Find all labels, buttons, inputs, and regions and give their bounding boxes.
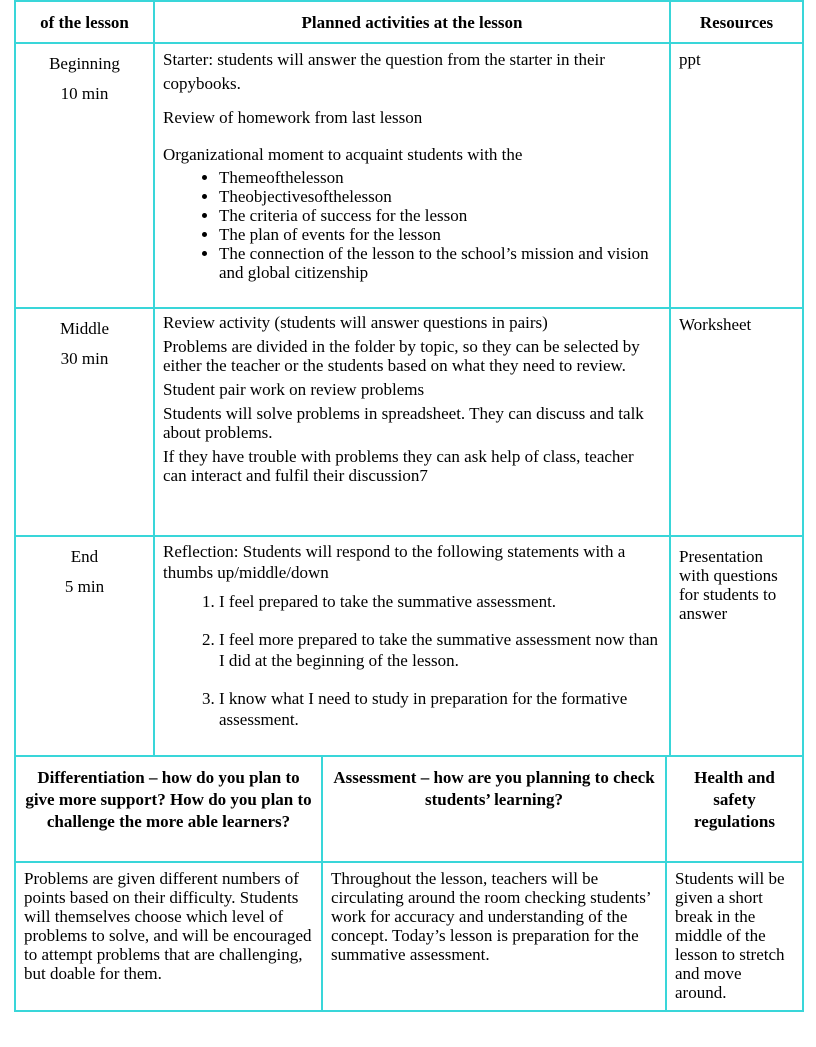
activity-text: Organizational moment to acquaint students with the xyxy=(163,145,523,164)
activity-text: Review activity (students will answer questions in pairs) xyxy=(163,313,548,332)
lesson-plan-document xyxy=(14,0,802,1012)
stage-time: 5 min xyxy=(64,577,105,596)
table-row-end xyxy=(15,536,803,756)
activity-text: Starter: students will answer the question from the starter in their copybooks. xyxy=(163,50,605,93)
list-item: 3. I know what I need to study in preparation for the formative assessment. xyxy=(219,688,661,730)
lesson-activities-table xyxy=(14,0,804,757)
activity-text: Reflection: Students will respond to the following statements with a thumbs up/middle/down xyxy=(163,542,626,582)
stage-name: Middle xyxy=(59,319,110,338)
table-row-beginning xyxy=(15,43,803,308)
stage-name: End xyxy=(70,547,99,566)
header-stage: of the lesson xyxy=(15,1,154,43)
list-item: • Theobjectivesofthelesson xyxy=(219,187,661,206)
resource-cell-end: Presentation with questions for students to answer xyxy=(670,536,803,756)
evaluation-header-row xyxy=(15,756,803,862)
header-resources: Resources xyxy=(670,1,803,43)
activities-cell-end xyxy=(154,536,670,756)
activity-text: Review of homework from last lesson xyxy=(163,108,423,127)
stage-cell-beginning xyxy=(15,43,154,308)
lesson-intro-bullet-list xyxy=(163,168,661,282)
activity-text: Students will solve problems in spreadsheet. They can discuss and talk about problems. xyxy=(163,404,644,442)
stage-cell-middle xyxy=(15,308,154,536)
activity-text: Problems are divided in the folder by topic, so they can be selected by either the teacher or the students based on what they need to review. xyxy=(163,337,640,375)
activities-cell-beginning xyxy=(154,43,670,308)
list-item: 2. I feel more prepared to take the summative assessment now than I did at the beginning of the lesson. xyxy=(219,629,661,671)
table-header-row xyxy=(15,1,803,43)
reflection-statement-list xyxy=(163,591,661,730)
activity-text: Student pair work on review problems xyxy=(163,380,425,399)
stage-time: 30 min xyxy=(60,349,109,368)
assessment-heading: Assessment – how are you planning to check students’ learning? xyxy=(322,756,666,862)
evaluation-body-row xyxy=(15,862,803,1011)
list-item: 1. I feel prepared to take the summative assessment. xyxy=(219,591,661,612)
resource-cell-beginning: ppt xyxy=(670,43,803,308)
list-item: • The connection of the lesson to the school’s mission and vision and global citizenship xyxy=(219,244,661,282)
list-item: • Themeofthelesson xyxy=(219,168,661,187)
stage-cell-end xyxy=(15,536,154,756)
stage-name: Beginning xyxy=(49,54,120,73)
resource-cell-middle: Worksheet xyxy=(670,308,803,536)
stage-time: 10 min xyxy=(60,84,109,103)
differentiation-heading: Differentiation – how do you plan to give more support? How do you plan to challenge the more able learners? xyxy=(15,756,322,862)
list-item: • The criteria of success for the lesson xyxy=(219,206,661,225)
differentiation-text: Problems are given different numbers of points based on their difficulty. Students will themselves choose which level of problems to solve, and will be encouraged to attempt problems that are challenging, but doable for them. xyxy=(15,862,322,1011)
lesson-evaluation-table xyxy=(14,755,804,1012)
health-safety-heading: Health and safety regulations xyxy=(666,756,803,862)
header-activities: Planned activities at the lesson xyxy=(154,1,670,43)
activity-text: If they have trouble with problems they can ask help of class, teacher can interact and fulfil their discussion7 xyxy=(163,447,634,485)
table-row-middle xyxy=(15,308,803,536)
health-safety-text: Students will be given a short break in the middle of the lesson to stretch and move around. xyxy=(666,862,803,1011)
assessment-text: Throughout the lesson, teachers will be circulating around the room checking students’ work for accuracy and understanding of the concept. Today’s lesson is preparation for the summative assessment. xyxy=(322,862,666,1011)
list-item: • The plan of events for the lesson xyxy=(219,225,661,244)
activities-cell-middle xyxy=(154,308,670,536)
